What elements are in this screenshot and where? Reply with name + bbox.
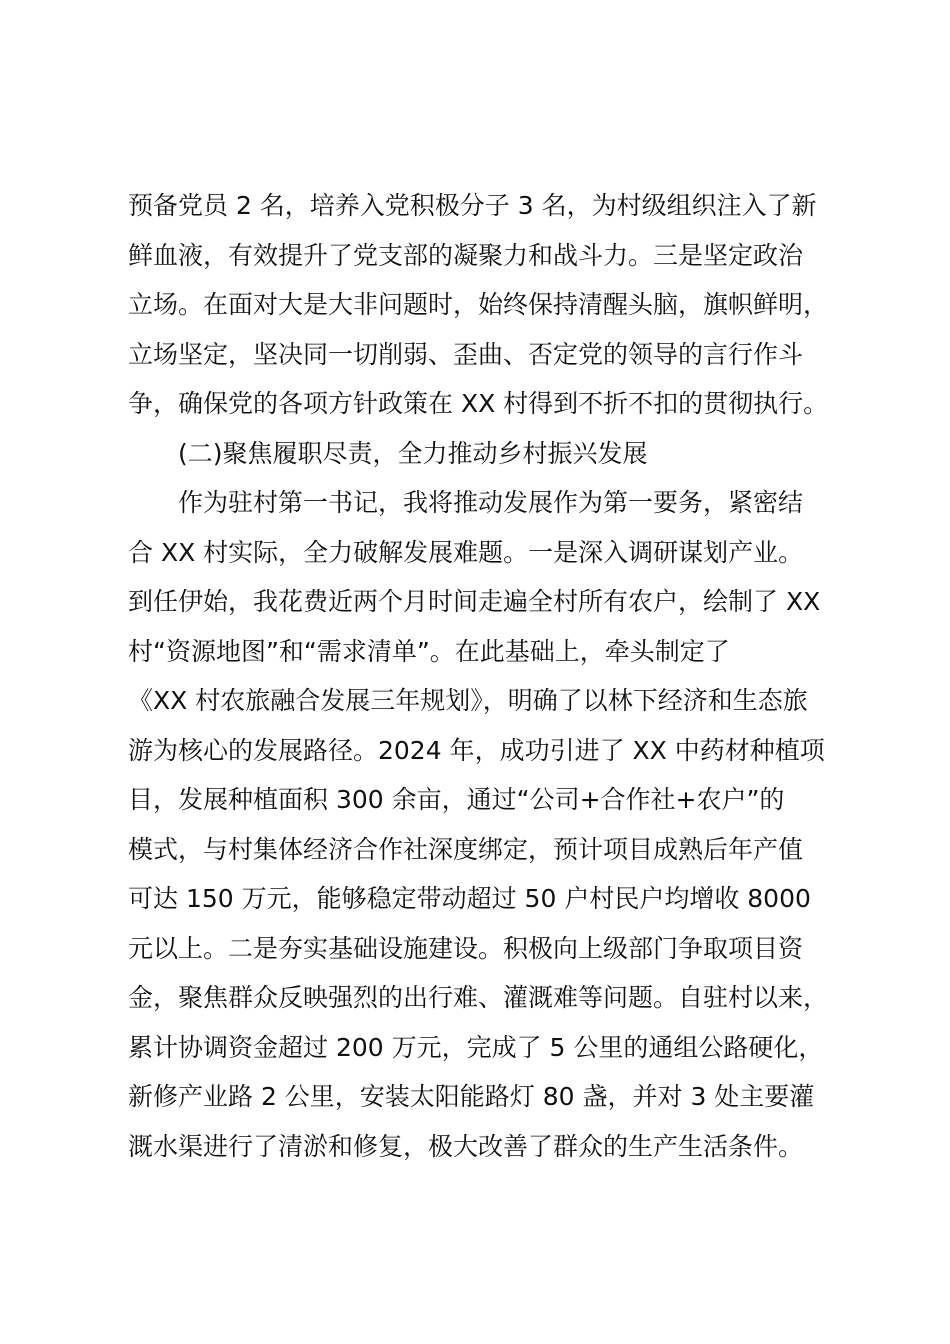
text-line: 立场坚定，坚决同一切削弱、歪曲、否定党的领导的言行作斗 xyxy=(128,339,804,369)
text-line: 到任伊始，我花费近两个月时间走遍全村所有农户，绘制了 XX xyxy=(128,587,821,616)
text-line: 立场。在面对大是大非问题时，始终保持清醒头脑，旗帜鲜明， xyxy=(128,290,829,319)
text-line: 游为核心的发展路径。2024 年，成功引进了 XX 中药材种植项 xyxy=(128,735,825,765)
text-line: 争，确保党的各项方针政策在 XX 村得到不折不扣的贯彻执行。 xyxy=(128,389,829,418)
paragraph-party-building xyxy=(128,181,858,429)
document-body xyxy=(128,181,858,1171)
text-line: 目，发展种植面积 300 余亩，通过“公司+合作社+农户”的 xyxy=(128,785,785,814)
section-heading: (二)聚焦履职尽责，全力推动乡村振兴发展 xyxy=(178,438,648,468)
text-line: 累计协调资金超过 200 万元，完成了 5 公里的通组公路硬化， xyxy=(128,1032,824,1062)
text-line: 可达 150 万元，能够稳定带动超过 50 户村民户均增收 8000 xyxy=(128,884,811,913)
text-line: 鲜血液，有效提升了党支部的凝聚力和战斗力。三是坚定政治 xyxy=(128,240,804,270)
text-line: 新修产业路 2 公里，安装太阳能路灯 80 盏，并对 3 处主要灌 xyxy=(128,1082,815,1111)
text-line: 预备党员 2 名，培养入党积极分子 3 名，为村级组织注入了新 xyxy=(128,191,817,220)
text-line: 金，聚焦群众反映强烈的出行难、灌溉难等问题。自驻村以来， xyxy=(128,983,829,1012)
text-line: 溉水渠进行了清淤和修复，极大改善了群众的生产生活条件。 xyxy=(128,1131,804,1161)
text-line: 作为驻村第一书记，我将推动发展作为第一要务，紧密结 xyxy=(178,488,804,517)
text-line: 模式，与村集体经济合作社深度绑定，预计项目成熟后年产值 xyxy=(128,834,804,864)
text-line: 合 XX 村实际，全力破解发展难题。一是深入调研谋划产业。 xyxy=(128,537,804,567)
text-line: 《XX 村农旅融合发展三年规划》，明确了以林下经济和生态旅 xyxy=(128,686,808,715)
paragraph-rural-revitalization xyxy=(128,478,858,1171)
text-line: 元以上。二是夯实基础设施建设。积极向上级部门争取项目资 xyxy=(128,933,804,963)
text-line: 村“资源地图”和“需求清单”。在此基础上，牵头制定了 xyxy=(128,636,730,666)
